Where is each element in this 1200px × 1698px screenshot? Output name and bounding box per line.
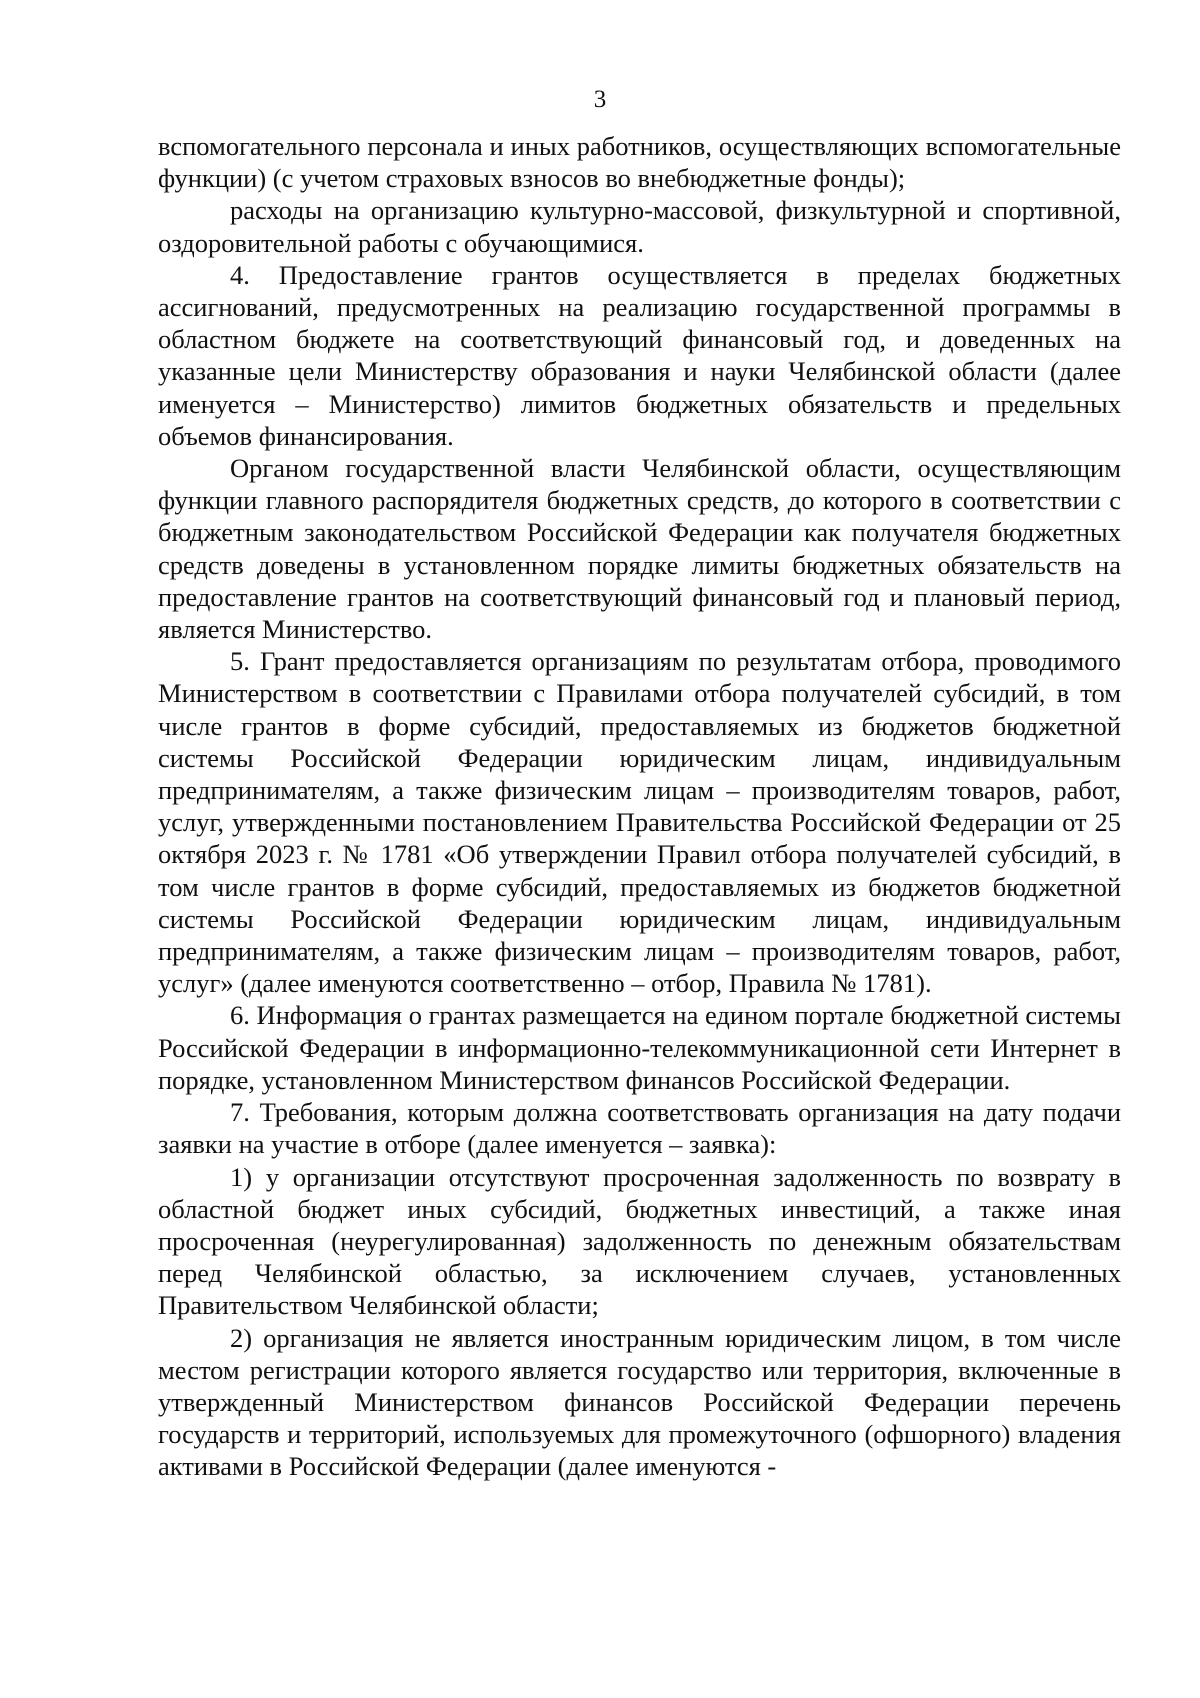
page-number: 3 bbox=[593, 86, 607, 113]
paragraph-subitem-2: 2) организация не является иностранным юридическим лицом, в том числе местом регистрации которого является государство или территория, включенные в утвержденный Министерством финансов Российской Федерации перечень государств и территорий, используемых для промежуточного (офшорного) владения активами в Российской Федерации (далее именуются - bbox=[158, 1322, 1121, 1482]
paragraph-subitem-1: 1) у организации отсутствуют просроченная задолженность по возврату в областной бюджет иных субсидий, бюджетных инвестиций, а также иная просроченная (неурегулированная) задолженность по денежным обязательствам перед Челябинской областью, за исключением случаев, установленных Правительством Челябинской области; bbox=[158, 1161, 1121, 1321]
paragraph-item-7: 7. Требования, которым должна соответствовать организация на дату подачи заявки на участие в отборе (далее именуется – заявка): bbox=[158, 1097, 1121, 1160]
paragraph-authority: Органом государственной власти Челябинской области, осуществляющим функции главного распорядителя бюджетных средств, до которого в соответствии с бюджетным законодательством Российской Федерации как получателя бюджетных средств доведены в установленном порядке лимиты бюджетных обязательств на предоставление грантов на соответствующий финансовый год и плановый период, является Министерство. bbox=[158, 453, 1121, 645]
paragraph-continuation: вспомогательного персонала и иных работников, осуществляющих вспомогательные функции) (с учетом страховых взносов во внебюджетные фонды); bbox=[158, 131, 1121, 194]
paragraph-item-4: 4. Предоставление грантов осуществляется в пределах бюджетных ассигнований, предусмотренных на реализацию государственной программы в областном бюджете на соответствующий финансовый год, и доведенных на указанные цели Министерству образования и науки Челябинской области (далее именуется – Министерство) лимитов бюджетных обязательств и предельных объемов финансирования. bbox=[158, 259, 1121, 451]
paragraph-item-6: 6. Информация о грантах размещается на едином портале бюджетной системы Российской Федерации в информационно-телекоммуникационной сети Интернет в порядке, установленном Министерством финансов Российской Федерации. bbox=[158, 1000, 1121, 1095]
paragraph-expenses: расходы на организацию культурно-массовой, физкультурной и спортивной, оздоровительной работы с обучающимися. bbox=[158, 195, 1121, 258]
paragraph-item-5: 5. Грант предоставляется организациям по результатам отбора, проводимого Министерством в соответствии с Правилами отбора получателей субсидий, в том числе грантов в форме субсидий, предоставляемых из бюджетов бюджетной системы Российской Федерации юридическим лицам, индивидуальным предпринимателям, а также физическим лицам – производителям товаров, работ, услуг, утвержденными постановлением Правительства Российской Федерации от 25 октября 2023 г. № 1781 «Об утверждении Правил отбора получателей субсидий, в том числе грантов в форме субсидий, предоставляемых из бюджетов бюджетной системы Российской Федерации юридическим лицам, индивидуальным предпринимателям, а также физическим лицам – производителям товаров, работ, услуг» (далее именуются соответственно – отбор, Правила № 1781). bbox=[158, 646, 1121, 999]
document-body bbox=[158, 130, 1121, 1483]
